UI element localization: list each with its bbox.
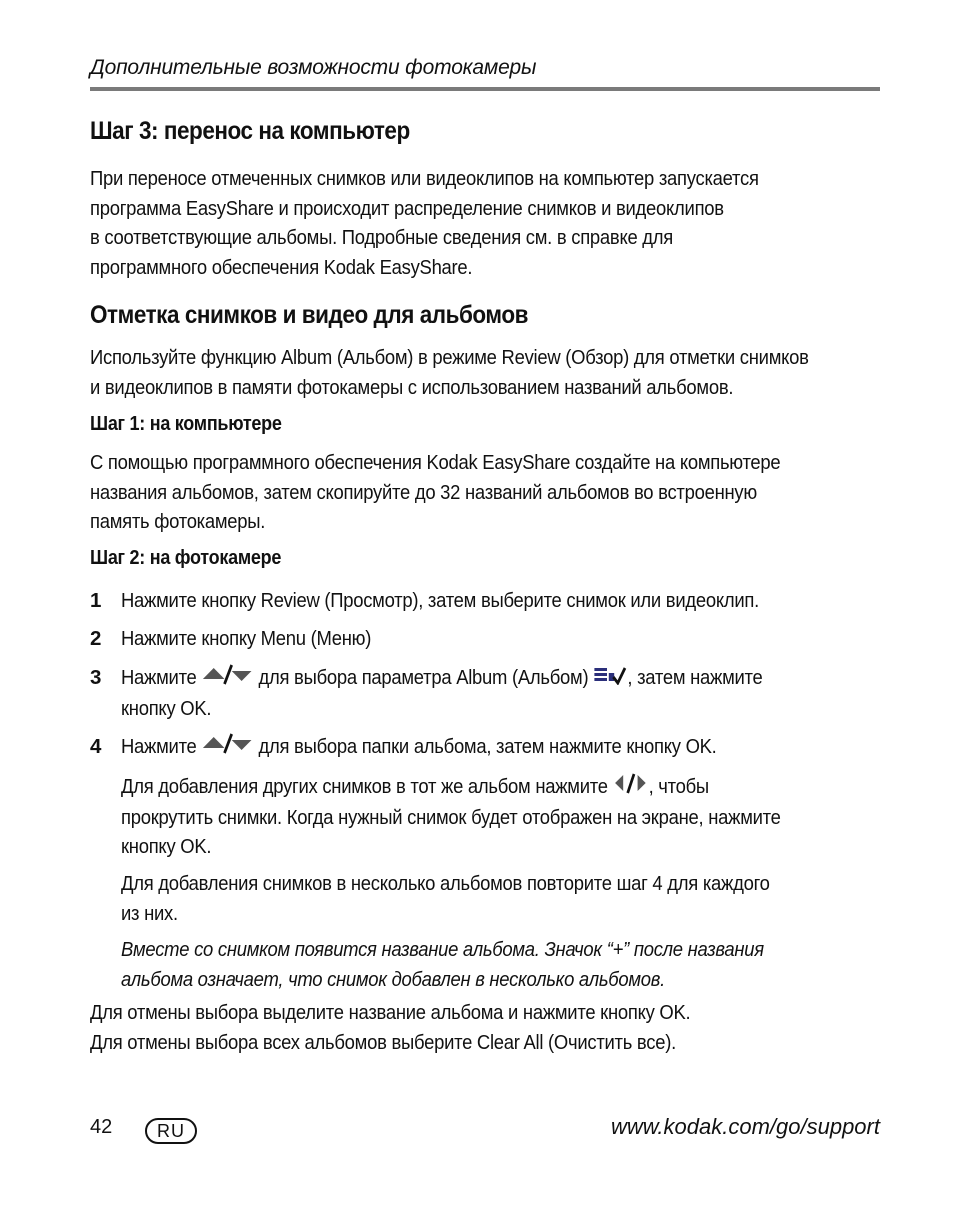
transfer-paragraph: При переносе отмеченных снимков или видеоклипов на компьютер запускается программа EasyShare и происходит распределение снимков и видеоклипов в соответствующие альбомы. Подробные сведения см. в справке для программного обеспечения Kodak EasyShare. (90, 167, 759, 279)
header-rule (90, 87, 880, 91)
step1-paragraph: С помощью программного обеспечения Kodak EasyShare создайте на компьютере названия альбомов, затем скопируйте до 32 названий альбомов во встроенную память фотокамеры. (90, 451, 781, 533)
tagging-paragraph: Используйте функцию Album (Альбом) в режиме Review (Обзор) для отметки снимков и видеоклипов в памяти фотокамеры с использованием названий альбомов. (90, 346, 809, 399)
running-title: Дополнительные возможности фотокамеры (90, 56, 537, 79)
language-badge: RU (145, 1118, 197, 1144)
up-down-arrows-icon (201, 663, 253, 694)
note-scroll: Для добавления других снимков в тот же альбом нажмите , чтобы прокрутить снимки. Когда нужный снимок будет отображен на экране, нажмите кнопку OK. (121, 772, 781, 862)
subheading-step2: Шаг 2: на фотокамере (90, 547, 282, 569)
up-down-arrows-icon (201, 732, 253, 763)
note-album-name-info: Вместе со снимком появится название альбома. Значок “+” после названия альбома означает, что снимок добавлен в несколько альбомов. (121, 938, 764, 991)
album-icon (593, 664, 627, 694)
closing-paragraph: Для отмены выбора выделите название альбома и нажмите кнопку OK. Для отмены выбора всех альбомов выберите Clear All (Очистить все). (90, 1001, 691, 1054)
subheading-step1: Шаг 1: на компьютере (90, 413, 282, 435)
support-link[interactable]: www.kodak.com/go/support (610, 1114, 880, 1139)
section-heading-transfer: Шаг 3: перенос на компьютер (90, 117, 410, 145)
page-number: 42 (90, 1116, 113, 1138)
section-heading-tagging: Отметка снимков и видео для альбомов (90, 301, 529, 329)
note-multiple-albums: Для добавления снимков в несколько альбомов повторите шаг 4 для каждого из них. (121, 872, 770, 925)
left-right-arrows-icon (613, 772, 649, 803)
